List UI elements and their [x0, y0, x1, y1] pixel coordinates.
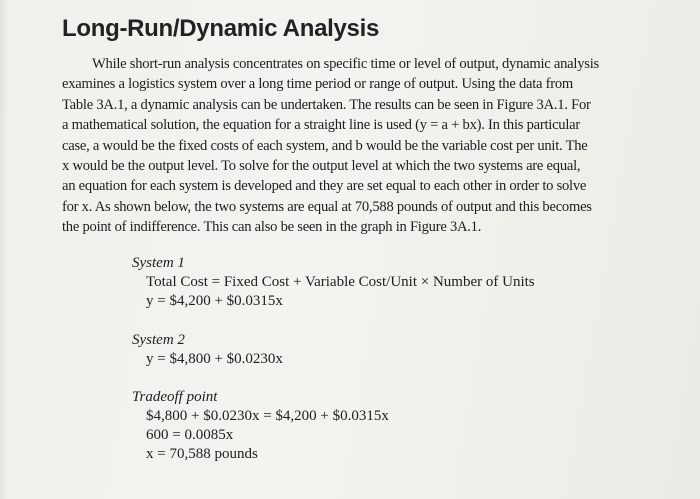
system-1-block — [132, 254, 535, 311]
tradeoff-heading: Tradeoff point — [132, 389, 218, 405]
tradeoff-result: x = 70,588 pounds — [146, 446, 258, 462]
system-1-heading: System 1 — [132, 255, 185, 271]
system-2-block — [132, 331, 283, 369]
tradeoff-block — [132, 388, 389, 464]
system-1-cost-formula: Total Cost = Fixed Cost + Variable Cost/Unit × Number of Units — [146, 274, 535, 290]
tradeoff-simplified: 600 = 0.0085x — [146, 427, 234, 443]
paragraph-line: Table 3A.1, a dynamic analysis can be undertaken. The results can be seen in Figure 3A.1. For — [62, 96, 591, 113]
paragraph-line: the point of indifference. This can also be seen in the graph in Figure 3A.1. — [62, 219, 482, 236]
system-2-heading: System 2 — [132, 332, 185, 348]
body-paragraph — [62, 54, 680, 238]
paragraph-line: an equation for each system is developed and they are set equal to each other in order to solve — [62, 178, 587, 195]
paragraph-line: examines a logistics system over a long time period or range of output. Using the data from — [62, 76, 574, 93]
paragraph-line: a mathematical solution, the equation for a straight line is used (y = a + bx). In this particular — [62, 117, 580, 134]
paragraph-line: x would be the output level. To solve for the output level at which the two systems are equal, — [62, 158, 581, 175]
paragraph-line: case, a would be the fixed costs of each system, and b would be the variable cost per unit. The — [62, 137, 588, 154]
section-title: Long-Run/Dynamic Analysis — [62, 15, 379, 42]
paragraph-line: for x. As shown below, the two systems are equal at 70,588 pounds of output and this becomes — [62, 198, 592, 215]
system-2-equation: y = $4,800 + $0.0230x — [146, 351, 283, 367]
system-1-equation: y = $4,200 + $0.0315x — [146, 293, 283, 309]
paragraph-line: While short-run analysis concentrates on specific time or level of output, dynamic analysis — [92, 56, 599, 72]
page-edge-shadow — [0, 0, 8, 499]
tradeoff-equation: $4,800 + $0.0230x = $4,200 + $0.0315x — [146, 408, 389, 424]
